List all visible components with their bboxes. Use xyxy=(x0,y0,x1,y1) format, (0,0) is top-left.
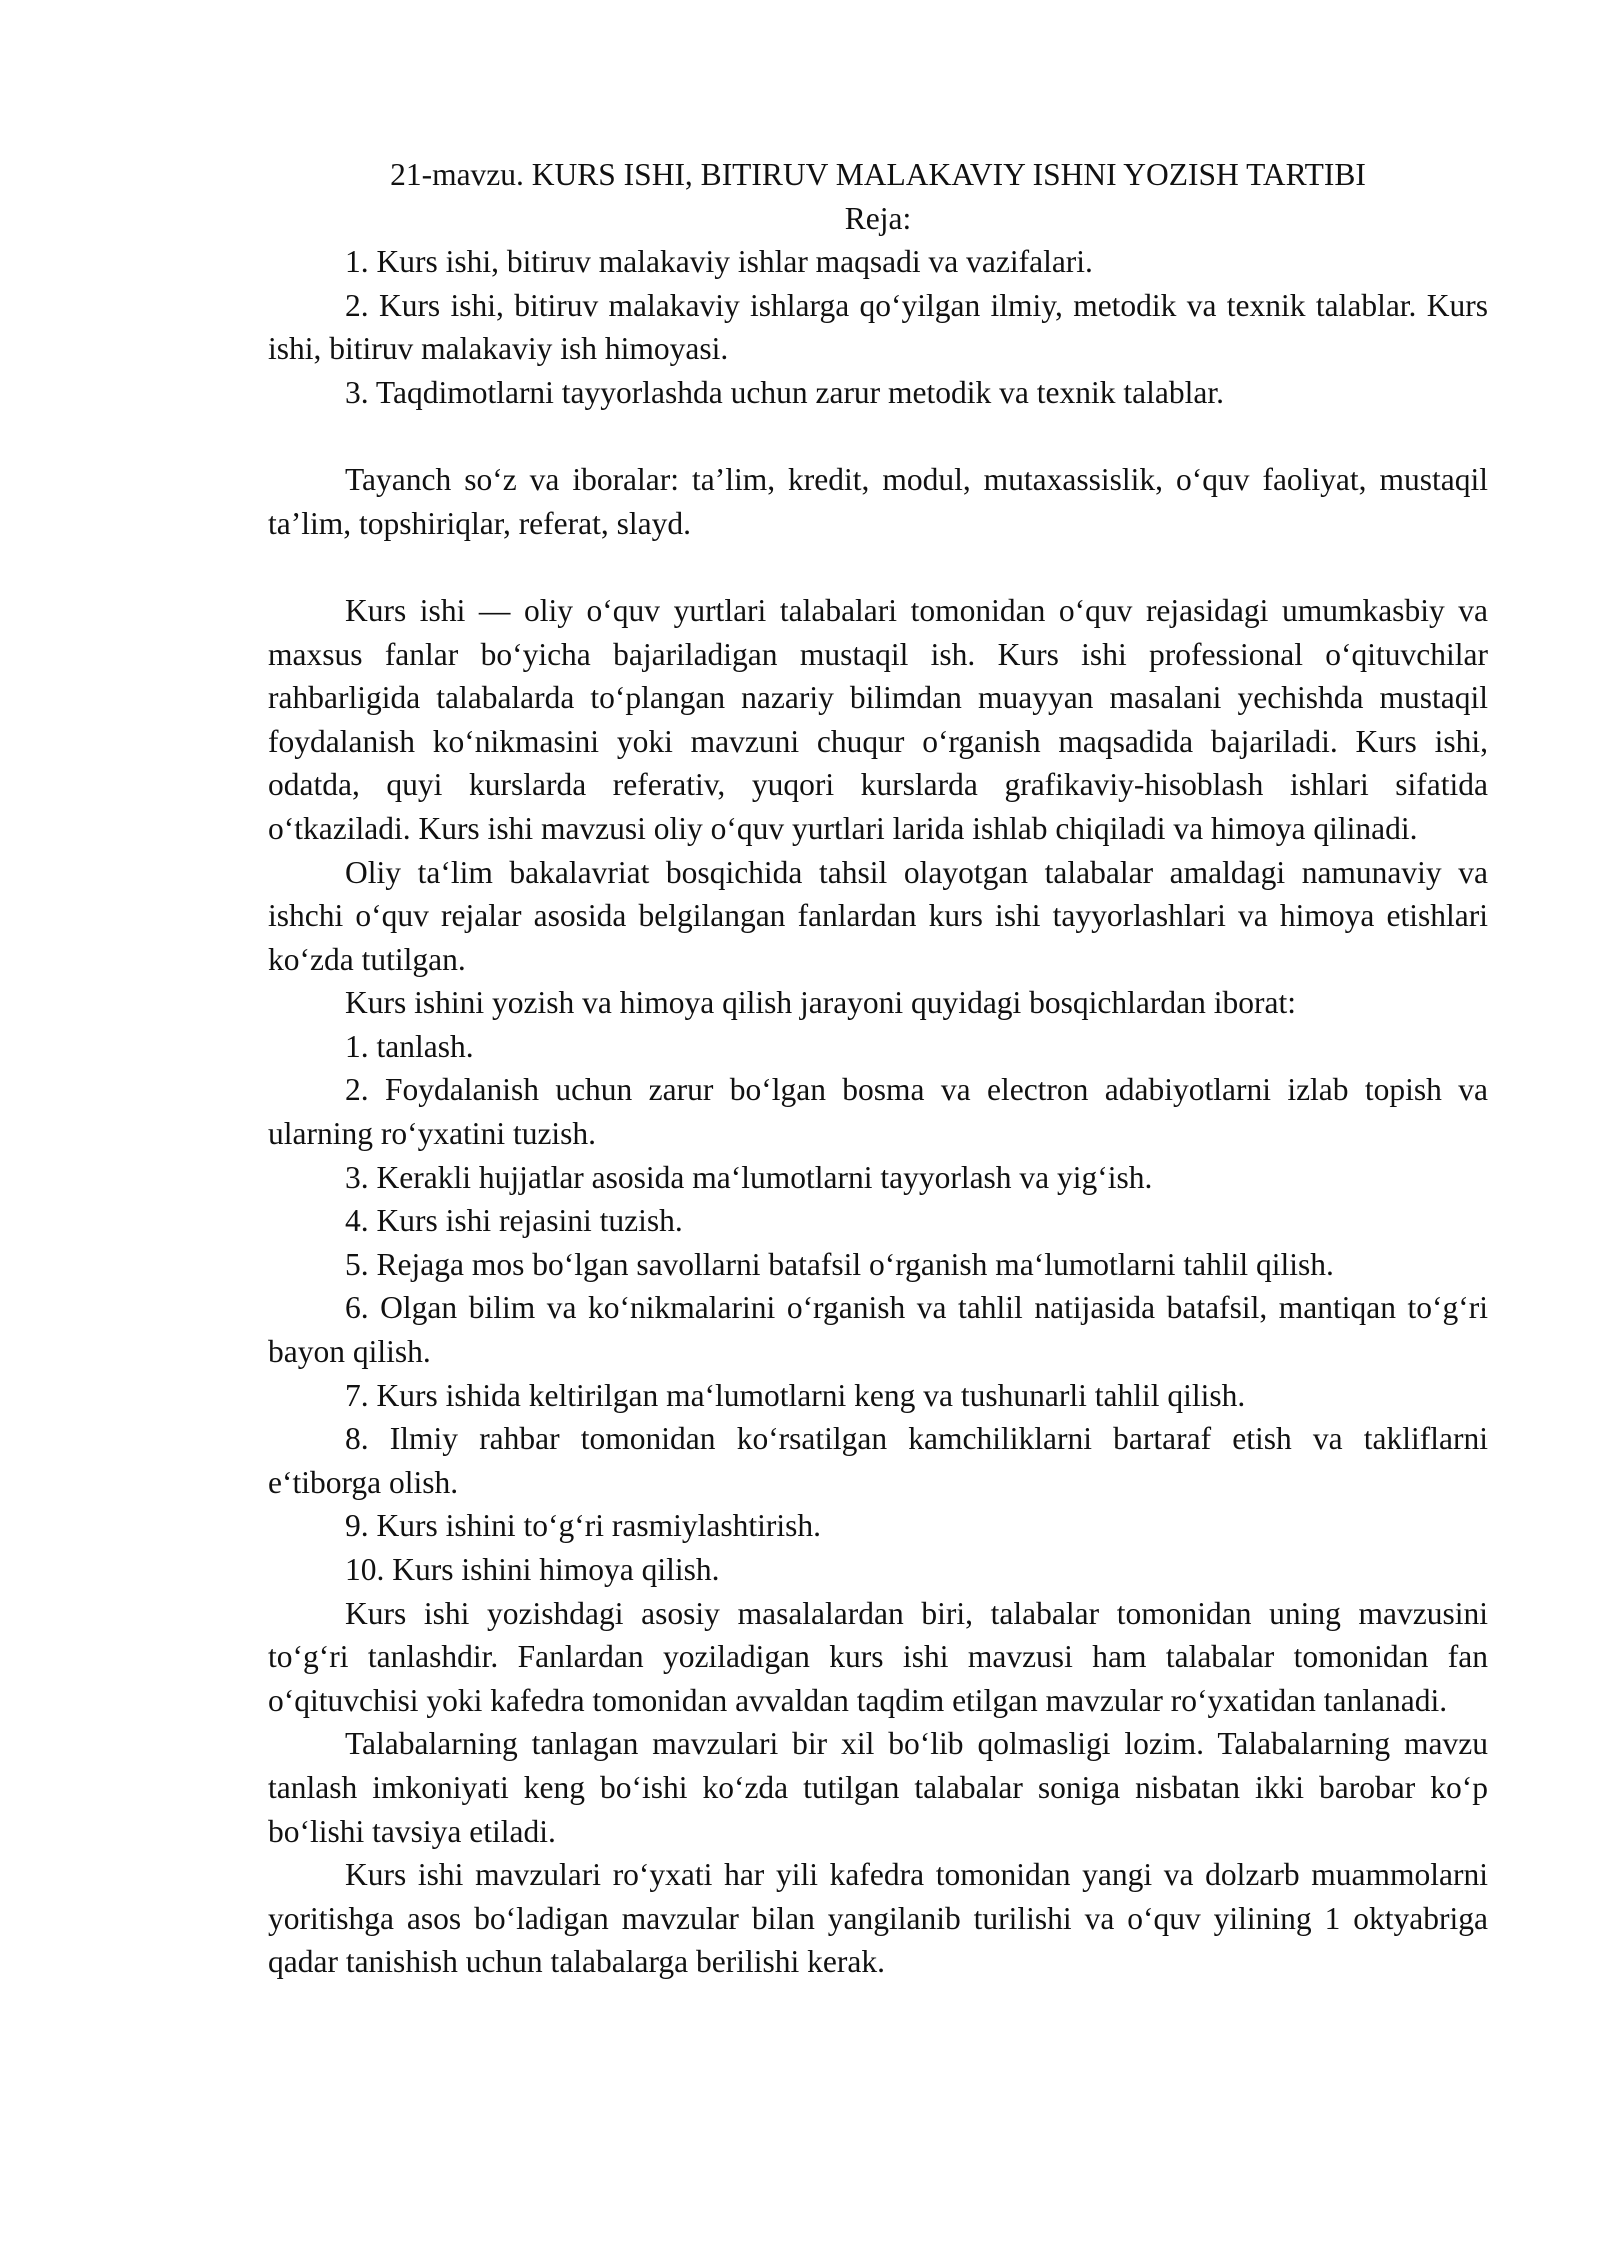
document-title: 21-mavzu. KURS ISHI, BITIRUV MALAKAVIY ISHNI YOZISH TARTIBI xyxy=(390,157,1366,192)
step-item: 9. Kurs ishini to‘g‘ri rasmiylashtirish. xyxy=(345,1508,821,1544)
step-item: 2. Foydalanish uchun zarur bo‘lgan bosma va electron adabiyotlarni izlab topish va ularning ro‘yxatini tuzish. xyxy=(268,1072,1488,1152)
body-paragraph: Kurs ishini yozish va himoya qilish jarayoni quyidagi bosqichlardan iborat: xyxy=(345,985,1296,1021)
closing-paragraph: Talabalarning tanlagan mavzulari bir xil bo‘lib qolmasligi lozim. Talabalarning mavzu tanlash imkoniyati keng bo‘ishi ko‘zda tutilgan talabalar soniga nisbatan ikki barobar ko‘p bo‘lishi tavsiya etiladi. xyxy=(268,1726,1488,1849)
plan-heading: Reja: xyxy=(844,200,912,236)
spacer xyxy=(268,545,1488,589)
spacer xyxy=(268,415,1488,459)
step-item: 3. Kerakli hujjatlar asosida ma‘lumotlarni tayyorlash va yig‘ish. xyxy=(345,1159,1153,1195)
plan-item: 1. Kurs ishi, bitiruv malakaviy ishlar maqsadi va vazifalari. xyxy=(345,244,1093,280)
closing-paragraph: Kurs ishi yozishdagi asosiy masalalardan biri, talabalar tomonidan uning mavzusini to‘g‘ri tanlashdir. Fanlardan yoziladigan kurs ishi mavzusi ham talabalar tomonidan fan o‘qituvchisi yoki kafedra tomonidan avvaldan taqdim etilgan mavzular ro‘yxatidan tanlanadi. xyxy=(268,1595,1488,1718)
step-item: 1. tanlash. xyxy=(345,1028,474,1064)
plan-item: 2. Kurs ishi, bitiruv malakaviy ishlarga qo‘yilgan ilmiy, metodik va texnik talablar. Kurs ishi, bitiruv malakaviy ish himoyasi. xyxy=(268,287,1488,367)
step-item: 8. Ilmiy rahbar tomonidan ko‘rsatilgan kamchiliklarni bartaraf etish va takliflarni e‘tiborga olish. xyxy=(268,1421,1488,1500)
keywords-paragraph: Tayanch so‘z va iboralar: ta’lim, kredit, modul, mutaxassislik, o‘quv faoliyat, mustaqil ta’lim, topshiriqlar, referat, slayd. xyxy=(268,462,1488,541)
plan-item: 3. Taqdimotlarni tayyorlashda uchun zarur metodik va texnik talablar. xyxy=(345,374,1224,410)
step-item: 7. Kurs ishida keltirilgan ma‘lumotlarni keng va tushunarli tahlil qilish. xyxy=(345,1377,1246,1413)
step-item: 4. Kurs ishi rejasini tuzish. xyxy=(345,1203,683,1239)
body-paragraph: Kurs ishi — oliy o‘quv yurtlari talabalari tomonidan o‘quv rejasidagi umumkasbiy va maxsus fanlar bo‘yicha bajariladigan mustaqil ish. Kurs ishi professional o‘qituvchilar rahbarligida talabalarda to‘plangan nazariy bilimdan muayyan masalani yechishda mustaqil foydalanish ko‘nikmasini yoki mavzuni chuqur o‘rganish maqsadida bajariladi. Kurs ishi, odatda, quyi kurslarda referativ, yuqori kurslarda grafikaviy-hisoblash ishlari sifatida o‘tkaziladi. Kurs ishi mavzusi oliy o‘quv yurtlari larida ishlab chiqiladi va himoya qilinadi. xyxy=(268,592,1488,846)
step-item: 10. Kurs ishini himoya qilish. xyxy=(345,1552,720,1587)
step-item: 5. Rejaga mos bo‘lgan savollarni batafsil o‘rganish ma‘lumotlarni tahlil qilish. xyxy=(345,1246,1334,1282)
step-item: 6. Olgan bilim va ko‘nikmalarini o‘rganish va tahlil natijasida batafsil, mantiqan to‘g‘ri bayon qilish. xyxy=(268,1290,1488,1370)
closing-paragraph: Kurs ishi mavzulari ro‘yxati har yili kafedra tomonidan yangi va dolzarb muammolarni yoritishga asos bo‘ladigan mavzular bilan yangilanib turilishi va o‘quv yilining 1 oktyabriga qadar tanishish uchun talabalarga berilishi kerak. xyxy=(268,1857,1488,1980)
document-page xyxy=(268,153,1488,1984)
body-paragraph: Oliy ta‘lim bakalavriat bosqichida tahsil olayotgan talabalar amaldagi namunaviy va ishchi o‘quv rejalar asosida belgilangan fanlardan kurs ishi tayyorlashlari va himoya etishlari ko‘zda tutilgan. xyxy=(268,854,1488,977)
